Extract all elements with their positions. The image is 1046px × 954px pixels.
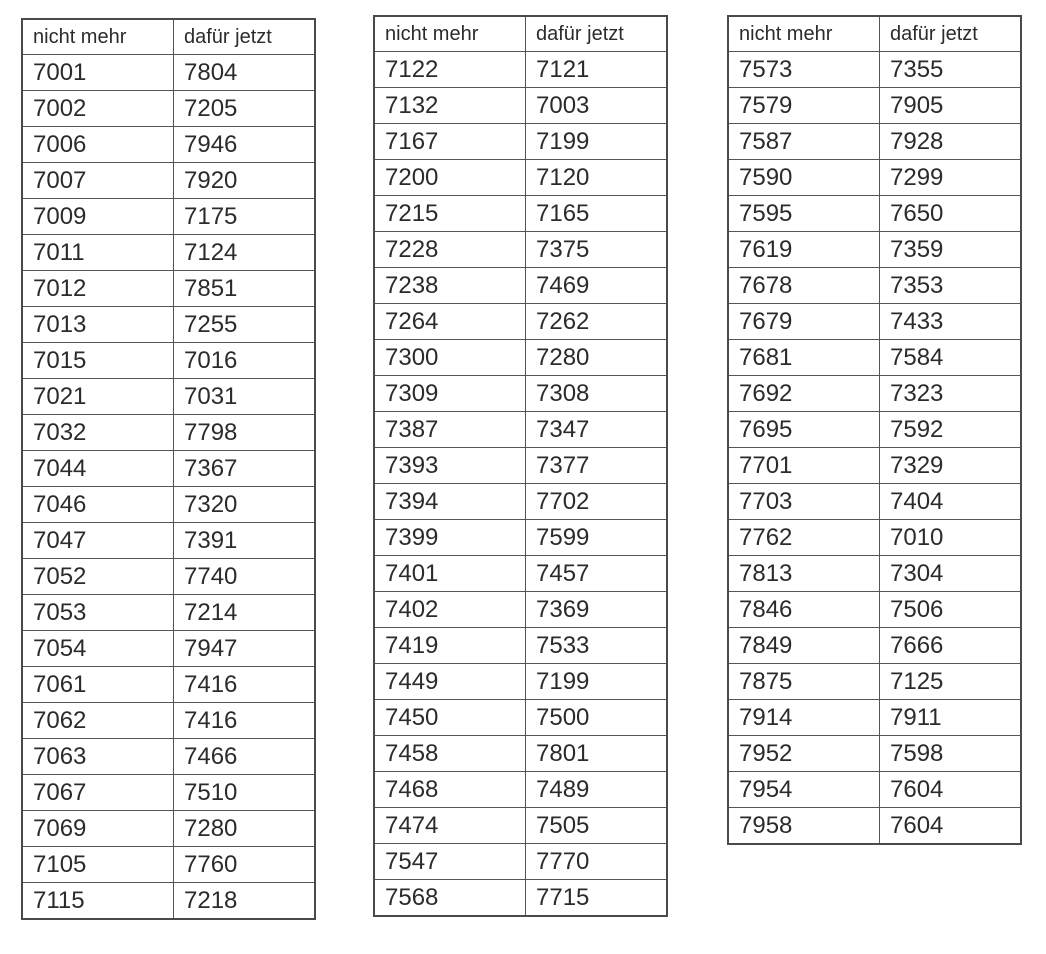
cell-dafuer-jetzt: 7367 — [174, 451, 316, 487]
table-row — [728, 196, 1021, 232]
cell-nicht-mehr: 7619 — [728, 232, 880, 268]
table-row — [728, 412, 1021, 448]
cell-dafuer-jetzt: 7433 — [880, 304, 1022, 340]
cell-nicht-mehr: 7009 — [22, 199, 174, 235]
cell-dafuer-jetzt: 7715 — [526, 880, 668, 917]
table-row — [728, 268, 1021, 304]
table-row — [22, 127, 315, 163]
table-row — [728, 520, 1021, 556]
cell-nicht-mehr: 7069 — [22, 811, 174, 847]
table-row — [374, 736, 667, 772]
cell-nicht-mehr: 7914 — [728, 700, 880, 736]
cell-nicht-mehr: 7300 — [374, 340, 526, 376]
table-row — [22, 523, 315, 559]
cell-dafuer-jetzt: 7262 — [526, 304, 668, 340]
cell-dafuer-jetzt: 7851 — [174, 271, 316, 307]
table-row — [728, 376, 1021, 412]
table-row — [728, 448, 1021, 484]
cell-dafuer-jetzt: 7506 — [880, 592, 1022, 628]
table-row — [728, 304, 1021, 340]
cell-nicht-mehr: 7047 — [22, 523, 174, 559]
table-row — [374, 556, 667, 592]
cell-dafuer-jetzt: 7947 — [174, 631, 316, 667]
cell-nicht-mehr: 7061 — [22, 667, 174, 703]
table-row — [728, 736, 1021, 772]
cell-nicht-mehr: 7062 — [22, 703, 174, 739]
table-row — [728, 340, 1021, 376]
cell-nicht-mehr: 7813 — [728, 556, 880, 592]
header-nicht-mehr: nicht mehr — [728, 16, 880, 52]
cell-dafuer-jetzt: 7466 — [174, 739, 316, 775]
table-row — [728, 484, 1021, 520]
cell-dafuer-jetzt: 7003 — [526, 88, 668, 124]
cell-dafuer-jetzt: 7280 — [526, 340, 668, 376]
cell-dafuer-jetzt: 7329 — [880, 448, 1022, 484]
cell-nicht-mehr: 7002 — [22, 91, 174, 127]
table-row — [374, 88, 667, 124]
cell-dafuer-jetzt: 7199 — [526, 664, 668, 700]
header-row — [728, 16, 1021, 52]
cell-dafuer-jetzt: 7175 — [174, 199, 316, 235]
table-row — [374, 448, 667, 484]
cell-nicht-mehr: 7044 — [22, 451, 174, 487]
cell-nicht-mehr: 7590 — [728, 160, 880, 196]
cell-nicht-mehr: 7679 — [728, 304, 880, 340]
table-row — [728, 124, 1021, 160]
cell-dafuer-jetzt: 7255 — [174, 307, 316, 343]
table-row — [374, 592, 667, 628]
cell-nicht-mehr: 7215 — [374, 196, 526, 232]
cell-dafuer-jetzt: 7320 — [174, 487, 316, 523]
cell-nicht-mehr: 7387 — [374, 412, 526, 448]
header-nicht-mehr: nicht mehr — [374, 16, 526, 52]
table-row — [22, 703, 315, 739]
cell-nicht-mehr: 7952 — [728, 736, 880, 772]
cell-nicht-mehr: 7054 — [22, 631, 174, 667]
cell-nicht-mehr: 7200 — [374, 160, 526, 196]
table-row — [22, 415, 315, 451]
code-table-2 — [373, 15, 668, 917]
cell-nicht-mehr: 7007 — [22, 163, 174, 199]
cell-nicht-mehr: 7449 — [374, 664, 526, 700]
cell-nicht-mehr: 7021 — [22, 379, 174, 415]
cell-nicht-mehr: 7228 — [374, 232, 526, 268]
table-row — [728, 628, 1021, 664]
cell-nicht-mehr: 7568 — [374, 880, 526, 917]
cell-nicht-mehr: 7579 — [728, 88, 880, 124]
cell-dafuer-jetzt: 7214 — [174, 595, 316, 631]
cell-dafuer-jetzt: 7377 — [526, 448, 668, 484]
table-row — [374, 376, 667, 412]
cell-nicht-mehr: 7399 — [374, 520, 526, 556]
table-body — [374, 52, 667, 917]
table-row — [22, 55, 315, 91]
cell-nicht-mehr: 7006 — [22, 127, 174, 163]
table-row — [22, 91, 315, 127]
cell-nicht-mehr: 7587 — [728, 124, 880, 160]
table-row — [728, 592, 1021, 628]
cell-nicht-mehr: 7001 — [22, 55, 174, 91]
cell-dafuer-jetzt: 7199 — [526, 124, 668, 160]
cell-dafuer-jetzt: 7500 — [526, 700, 668, 736]
table-row — [22, 271, 315, 307]
cell-dafuer-jetzt: 7760 — [174, 847, 316, 883]
cell-nicht-mehr: 7046 — [22, 487, 174, 523]
cell-dafuer-jetzt: 7391 — [174, 523, 316, 559]
table-row — [374, 232, 667, 268]
cell-dafuer-jetzt: 7911 — [880, 700, 1022, 736]
table-header — [22, 19, 315, 55]
cell-nicht-mehr: 7115 — [22, 883, 174, 920]
table-row — [22, 451, 315, 487]
table-row — [374, 880, 667, 917]
table-row — [374, 124, 667, 160]
table-row — [22, 487, 315, 523]
cell-nicht-mehr: 7573 — [728, 52, 880, 88]
cell-dafuer-jetzt: 7505 — [526, 808, 668, 844]
table-row — [22, 811, 315, 847]
cell-nicht-mehr: 7015 — [22, 343, 174, 379]
table-body — [728, 52, 1021, 845]
cell-nicht-mehr: 7849 — [728, 628, 880, 664]
cell-dafuer-jetzt: 7489 — [526, 772, 668, 808]
cell-dafuer-jetzt: 7124 — [174, 235, 316, 271]
table-row — [22, 379, 315, 415]
table-row — [728, 664, 1021, 700]
cell-nicht-mehr: 7032 — [22, 415, 174, 451]
table-row — [374, 664, 667, 700]
table-row — [374, 772, 667, 808]
cell-nicht-mehr: 7692 — [728, 376, 880, 412]
cell-dafuer-jetzt: 7604 — [880, 808, 1022, 845]
cell-dafuer-jetzt: 7469 — [526, 268, 668, 304]
table-header — [728, 16, 1021, 52]
cell-nicht-mehr: 7309 — [374, 376, 526, 412]
table-row — [374, 160, 667, 196]
cell-nicht-mehr: 7013 — [22, 307, 174, 343]
cell-dafuer-jetzt: 7308 — [526, 376, 668, 412]
table-row — [22, 739, 315, 775]
header-dafuer-jetzt: dafür jetzt — [880, 16, 1022, 52]
cell-dafuer-jetzt: 7457 — [526, 556, 668, 592]
cell-nicht-mehr: 7238 — [374, 268, 526, 304]
table-row — [374, 844, 667, 880]
cell-dafuer-jetzt: 7928 — [880, 124, 1022, 160]
cell-nicht-mehr: 7401 — [374, 556, 526, 592]
cell-nicht-mehr: 7067 — [22, 775, 174, 811]
table-row — [728, 232, 1021, 268]
cell-dafuer-jetzt: 7604 — [880, 772, 1022, 808]
cell-dafuer-jetzt: 7650 — [880, 196, 1022, 232]
header-row — [374, 16, 667, 52]
table-row — [22, 883, 315, 920]
table-body — [22, 55, 315, 920]
table-row — [728, 160, 1021, 196]
cell-nicht-mehr: 7394 — [374, 484, 526, 520]
cell-nicht-mehr: 7053 — [22, 595, 174, 631]
cell-dafuer-jetzt: 7770 — [526, 844, 668, 880]
cell-nicht-mehr: 7958 — [728, 808, 880, 845]
cell-nicht-mehr: 7468 — [374, 772, 526, 808]
cell-nicht-mehr: 7450 — [374, 700, 526, 736]
table-row — [374, 628, 667, 664]
cell-dafuer-jetzt: 7905 — [880, 88, 1022, 124]
cell-dafuer-jetzt: 7598 — [880, 736, 1022, 772]
cell-dafuer-jetzt: 7125 — [880, 664, 1022, 700]
cell-dafuer-jetzt: 7584 — [880, 340, 1022, 376]
cell-nicht-mehr: 7105 — [22, 847, 174, 883]
code-table-3 — [727, 15, 1022, 845]
cell-dafuer-jetzt: 7801 — [526, 736, 668, 772]
cell-dafuer-jetzt: 7016 — [174, 343, 316, 379]
cell-nicht-mehr: 7167 — [374, 124, 526, 160]
header-row — [22, 19, 315, 55]
cell-nicht-mehr: 7132 — [374, 88, 526, 124]
cell-nicht-mehr: 7954 — [728, 772, 880, 808]
header-nicht-mehr: nicht mehr — [22, 19, 174, 55]
table-row — [22, 775, 315, 811]
table-header — [374, 16, 667, 52]
cell-nicht-mehr: 7063 — [22, 739, 174, 775]
table-row — [374, 268, 667, 304]
cell-nicht-mehr: 7122 — [374, 52, 526, 88]
table-row — [22, 595, 315, 631]
cell-dafuer-jetzt: 7599 — [526, 520, 668, 556]
table-row — [728, 700, 1021, 736]
table-row — [374, 412, 667, 448]
cell-nicht-mehr: 7012 — [22, 271, 174, 307]
cell-nicht-mehr: 7393 — [374, 448, 526, 484]
cell-dafuer-jetzt: 7353 — [880, 268, 1022, 304]
table-row — [22, 631, 315, 667]
table-row — [22, 163, 315, 199]
cell-nicht-mehr: 7695 — [728, 412, 880, 448]
table-row — [22, 307, 315, 343]
cell-dafuer-jetzt: 7533 — [526, 628, 668, 664]
cell-dafuer-jetzt: 7416 — [174, 703, 316, 739]
code-table-1 — [21, 18, 316, 920]
cell-nicht-mehr: 7402 — [374, 592, 526, 628]
cell-dafuer-jetzt: 7304 — [880, 556, 1022, 592]
cell-dafuer-jetzt: 7121 — [526, 52, 668, 88]
cell-dafuer-jetzt: 7592 — [880, 412, 1022, 448]
cell-dafuer-jetzt: 7369 — [526, 592, 668, 628]
table-row — [728, 88, 1021, 124]
cell-dafuer-jetzt: 7205 — [174, 91, 316, 127]
table-row — [728, 772, 1021, 808]
table-row — [22, 559, 315, 595]
cell-dafuer-jetzt: 7416 — [174, 667, 316, 703]
cell-nicht-mehr: 7419 — [374, 628, 526, 664]
table-row — [728, 52, 1021, 88]
cell-nicht-mehr: 7875 — [728, 664, 880, 700]
table-row — [22, 667, 315, 703]
table-row — [22, 235, 315, 271]
cell-nicht-mehr: 7703 — [728, 484, 880, 520]
header-dafuer-jetzt: dafür jetzt — [526, 16, 668, 52]
cell-nicht-mehr: 7678 — [728, 268, 880, 304]
cell-dafuer-jetzt: 7946 — [174, 127, 316, 163]
cell-nicht-mehr: 7547 — [374, 844, 526, 880]
cell-nicht-mehr: 7681 — [728, 340, 880, 376]
cell-dafuer-jetzt: 7404 — [880, 484, 1022, 520]
cell-nicht-mehr: 7264 — [374, 304, 526, 340]
cell-dafuer-jetzt: 7510 — [174, 775, 316, 811]
cell-dafuer-jetzt: 7031 — [174, 379, 316, 415]
table-row — [374, 484, 667, 520]
cell-dafuer-jetzt: 7359 — [880, 232, 1022, 268]
cell-nicht-mehr: 7052 — [22, 559, 174, 595]
cell-dafuer-jetzt: 7218 — [174, 883, 316, 920]
cell-dafuer-jetzt: 7010 — [880, 520, 1022, 556]
cell-dafuer-jetzt: 7165 — [526, 196, 668, 232]
cell-dafuer-jetzt: 7120 — [526, 160, 668, 196]
table-row — [22, 343, 315, 379]
cell-dafuer-jetzt: 7299 — [880, 160, 1022, 196]
cell-nicht-mehr: 7701 — [728, 448, 880, 484]
cell-dafuer-jetzt: 7666 — [880, 628, 1022, 664]
cell-dafuer-jetzt: 7798 — [174, 415, 316, 451]
table-row — [22, 199, 315, 235]
cell-dafuer-jetzt: 7375 — [526, 232, 668, 268]
cell-dafuer-jetzt: 7280 — [174, 811, 316, 847]
cell-nicht-mehr: 7458 — [374, 736, 526, 772]
cell-nicht-mehr: 7474 — [374, 808, 526, 844]
cell-dafuer-jetzt: 7347 — [526, 412, 668, 448]
cell-nicht-mehr: 7846 — [728, 592, 880, 628]
table-row — [374, 520, 667, 556]
table-row — [374, 52, 667, 88]
table-row — [374, 304, 667, 340]
cell-dafuer-jetzt: 7920 — [174, 163, 316, 199]
cell-dafuer-jetzt: 7740 — [174, 559, 316, 595]
table-row — [374, 808, 667, 844]
table-row — [728, 808, 1021, 845]
table-row — [374, 340, 667, 376]
header-dafuer-jetzt: dafür jetzt — [174, 19, 316, 55]
table-row — [728, 556, 1021, 592]
table-row — [22, 847, 315, 883]
cell-dafuer-jetzt: 7702 — [526, 484, 668, 520]
table-row — [374, 196, 667, 232]
cell-dafuer-jetzt: 7355 — [880, 52, 1022, 88]
cell-dafuer-jetzt: 7804 — [174, 55, 316, 91]
cell-nicht-mehr: 7762 — [728, 520, 880, 556]
table-row — [374, 700, 667, 736]
cell-dafuer-jetzt: 7323 — [880, 376, 1022, 412]
cell-nicht-mehr: 7011 — [22, 235, 174, 271]
cell-nicht-mehr: 7595 — [728, 196, 880, 232]
